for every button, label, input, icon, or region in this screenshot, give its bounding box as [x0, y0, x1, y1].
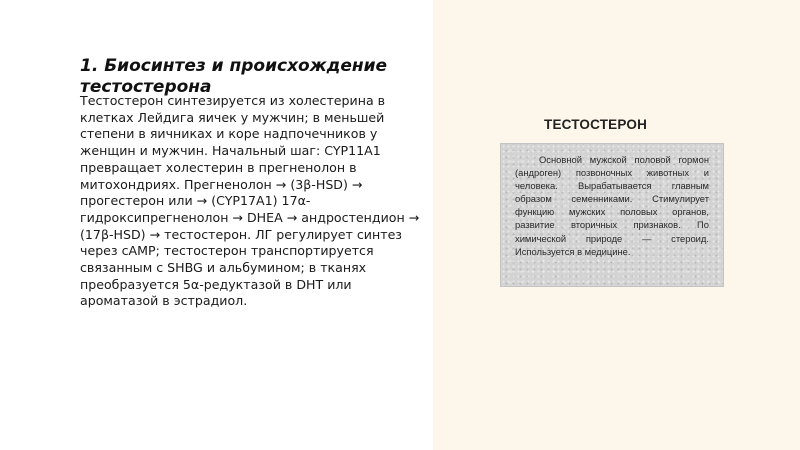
- slide-heading: 1. Биосинтез и происхождение тестостерона: [80, 56, 388, 97]
- slide-body-text: Тестостерон синтезируется из холестерина в клетках Лейдига яичек у мужчин; в меньшей степени в яичниках и коре надпочечников у женщин и мужчин. Начальный шаг: CYP11A1 превращает холестерин в прегненолон в митохондриях. Прегненолон → (3β-HSD) → прогестерон или → (CYP17A1) 17α-гидроксипрегненолон → DHEA → андростендион → (17β-HSD) → тестостерон. ЛГ регулирует синтез через cAMP; тестостерон транспортируется связанным с SHBG и альбумином; в тканях преобразуется 5α-редуктазой в DHT или ароматазой в эстрадиол.: [80, 93, 420, 309]
- card-text: Основной мужской половой гормон (андроген) позвоночных животных и человека. Вырабатывается главным образом семенниками. Стимулирует функцию мужских половых органов, развитие вторичных признаков. По химической природе — стероид. Используется в медицине.: [515, 154, 709, 257]
- card-title: ТЕСТОСТЕРОН: [544, 117, 648, 132]
- encyclopedia-card: [500, 143, 724, 287]
